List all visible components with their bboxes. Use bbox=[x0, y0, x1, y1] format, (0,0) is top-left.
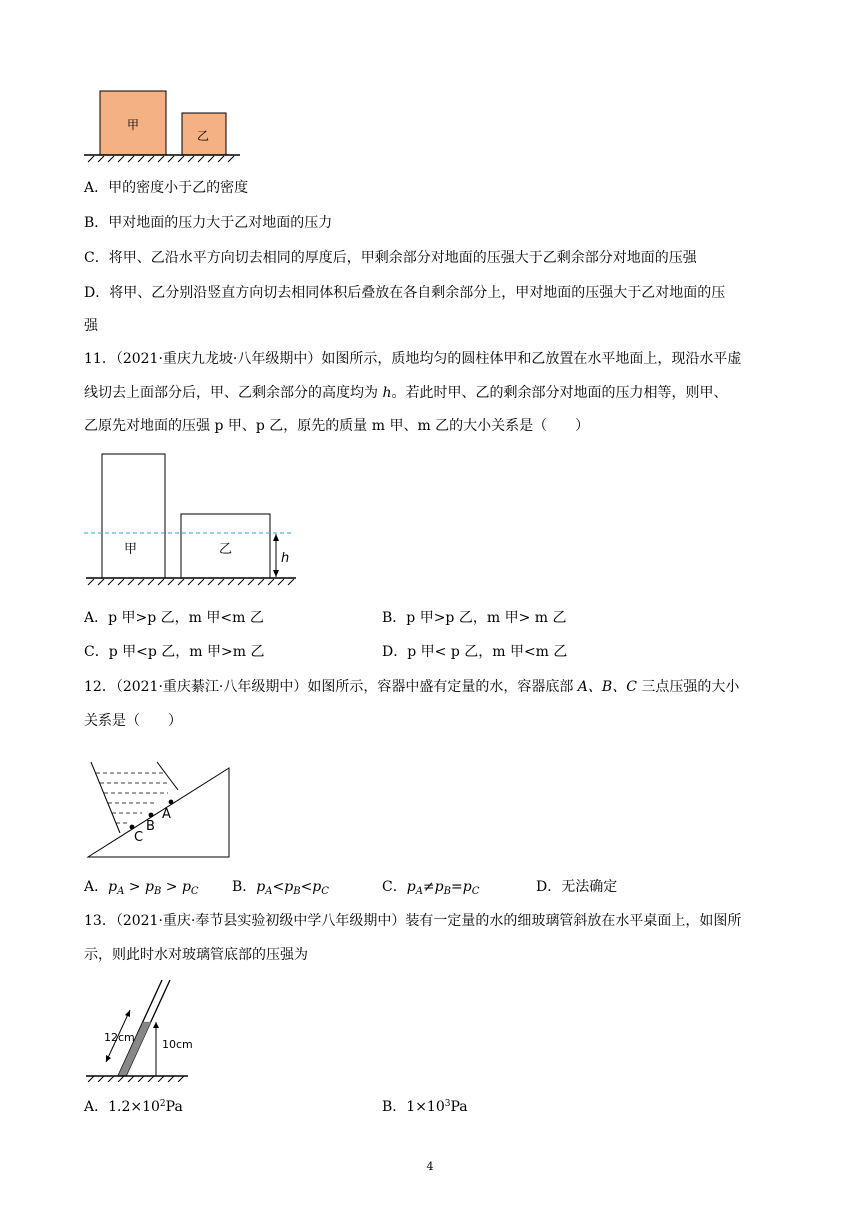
q10-option-a: A．甲的密度小于乙的密度 bbox=[84, 180, 249, 196]
q13-option-a: A．$1.2\times 10^2Pa$ bbox=[84, 1099, 183, 1115]
fig4-12cm-label: 12cm bbox=[104, 1031, 135, 1044]
figure-container bbox=[84, 758, 234, 860]
q11-option-b: B．p 甲>p 乙，m 甲> m 乙 bbox=[382, 610, 567, 626]
q13-stem-line1: 13．（2021·重庆·奉节县实验初级中学八年级期中）装有一定量的水的细玻璃管斜放在水平桌面上，如图所 bbox=[84, 913, 742, 929]
q12-option-b: B．$p_A<p_B<p_C$ bbox=[232, 879, 329, 897]
q12-option-a: A．$p_A > p_B > p_C$ bbox=[84, 879, 199, 897]
fig3-a-label: A bbox=[162, 807, 171, 822]
fig3-c-label: C bbox=[134, 830, 144, 845]
q10-option-d-line2: 强 bbox=[84, 318, 98, 334]
fig2-yi-label: 乙 bbox=[219, 542, 233, 557]
q13-stem-line2: 示，则此时水对玻璃管底部的压强为 bbox=[84, 947, 308, 963]
page-number: 4 bbox=[426, 1160, 434, 1173]
fig3-b-label: B bbox=[146, 819, 155, 834]
fig1-jia-label: 甲 bbox=[127, 118, 140, 132]
fig2-jia-label: 甲 bbox=[124, 542, 138, 557]
fig1-yi-label: 乙 bbox=[197, 129, 210, 143]
fig4-10cm-label: 10cm bbox=[162, 1038, 193, 1051]
q10-option-d-line1: D．将甲、乙分别沿竖直方向切去相同体积后叠放在各自剩余部分上，甲对地面的压强大于乙对地面的压 bbox=[84, 285, 726, 301]
q11-option-d: D．p 甲< p 乙，m 甲<m 乙 bbox=[382, 644, 568, 660]
q11-option-c: C．p 甲<p 乙，m 甲>m 乙 bbox=[84, 644, 265, 660]
q11-stem-line3: 乙原先对地面的压强 p 甲、p 乙，原先的质量 m 甲、m 乙的大小关系是（ ） bbox=[84, 418, 590, 434]
figure-glass-tube bbox=[84, 978, 194, 1082]
q13-option-b: B．$1\times 10^3Pa$ bbox=[382, 1099, 468, 1115]
q10-option-c: C．将甲、乙沿水平方向切去相同的厚度后，甲剩余部分对地面的压强大于乙剩余部分对地面的压强 bbox=[84, 250, 697, 266]
q11-stem-line1: 11．（2021·重庆九龙坡·八年级期中）如图所示，质地均匀的圆柱体甲和乙放置在水平地面上，现沿水平虚 bbox=[84, 351, 742, 367]
fig2-h-label: h bbox=[281, 551, 290, 566]
q12-stem-line1: 12．（2021·重庆綦江·八年级期中）如图所示，容器中盛有定量的水，容器底部 A、B、C 三点压强的大小 bbox=[84, 679, 740, 695]
q11-option-a: A．p 甲>p 乙，m 甲<m 乙 bbox=[84, 610, 264, 626]
q12-stem-line2: 关系是（ ） bbox=[84, 713, 182, 729]
q12-option-c: C．$p_A\ne p_B=p_C$ bbox=[382, 879, 480, 897]
figure-cylinders bbox=[82, 452, 304, 592]
q11-stem-line2: 线切去上面部分后，甲、乙剩余部分的高度均为 h。若此时甲、乙的剩余部分对地面的压力相等，则甲、 bbox=[84, 385, 728, 401]
figure-blocks bbox=[80, 85, 245, 165]
q12-option-d: D．无法确定 bbox=[536, 879, 618, 895]
q10-option-b: B．甲对地面的压力大于乙对地面的压力 bbox=[84, 215, 333, 231]
